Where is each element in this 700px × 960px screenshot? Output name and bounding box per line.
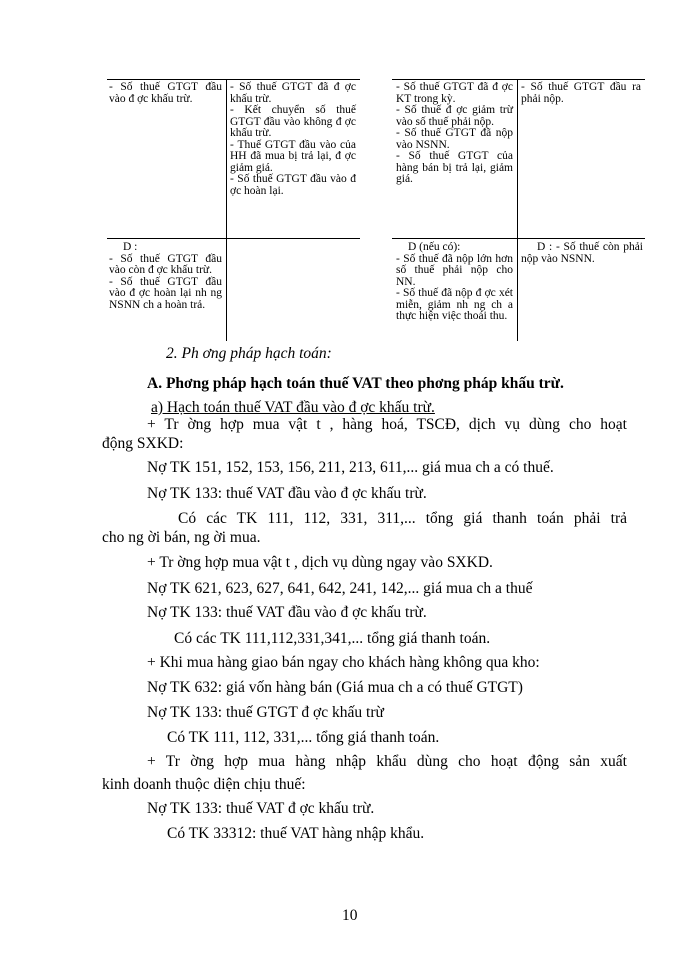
text-line: Có các TK 111,112,331,341,... tổng giá thanh toán. [174,630,491,647]
left-credit-line: - Số thuế GTGT đã đ ợc khấu trừ. [230,81,356,105]
text-line: kinh doanh thuộc diện chịu thuế: [102,776,306,793]
left-credit-line: - Kết chuyển số thuế GTGT đầu vào không đ ợc khấu trừ. [230,104,356,139]
left-balance-line: - Số thuế GTGT đầu vào đ ợc hoàn lại nh ng NSNN ch a hoàn trả. [109,275,222,311]
text-line: Nợ TK 151, 152, 153, 156, 211, 213, 611,... giá mua ch a có thuế. [147,459,554,476]
left-credit-line: - Thuế GTGT đầu vào của HH đã mua bị trả lại, đ ợc giảm giá. [230,138,356,174]
right-table-divider [517,79,518,341]
text-line: Nợ TK 621, 623, 627, 641, 642, 241, 142,... giá mua ch a thuế [147,580,533,597]
left-table-debit-cell [109,82,222,105]
right-balance-line: - Số thuế đã nộp đ ợc xét miễn, giảm nh ng ch a thực hiện việc thoái thu. [396,287,513,322]
left-table-top-rule [107,79,360,80]
left-debit-line: - Số thuế GTGT đầu vào đ ợc khấu trừ. [109,81,222,105]
text-line: + Tr ờng hợp mua hàng nhập khẩu dùng cho hoạt động sản xuất [147,753,627,770]
right-debit-line: - Số thuế đ ợc giảm trừ vào số thuế phải nộp. [396,104,513,128]
text-line: + Tr ờng hợp mua vật t , hàng hoá, TSCĐ, dịch vụ dùng cho hoạt [147,416,627,433]
left-table-balance-cell [109,242,222,311]
text-line: cho ng ời bán, ng ời mua. [102,529,261,546]
left-table-middle-rule [107,238,360,239]
right-credit-balance-text: - Số thuế còn phải nộp vào NSNN. [521,241,643,265]
section-heading: 2. Ph ơng pháp hạch toán: [166,345,332,362]
right-debit-line: - Số thuế GTGT của hàng bán bị trả lại, giảm giá. [396,150,513,185]
text-line: + Khi mua hàng giao bán ngay cho khách hàng không qua kho: [147,654,540,671]
left-credit-line: - Số thuế GTGT đầu vào đ ợc hoàn lại. [230,173,356,197]
text-line: Có TK 111, 112, 331,... tổng giá thanh toán. [167,729,440,746]
right-table-middle-rule [392,238,645,239]
left-balance-label: D : [123,241,138,253]
right-table-credit-cell [521,82,641,105]
right-credit-line: - Số thuế GTGT đầu ra phải nộp. [521,81,641,105]
left-balance-line: - Số thuế GTGT đầu vào còn đ ợc khấu trừ. [109,252,222,276]
right-table-top-rule [392,79,645,80]
right-credit-balance-label: D : [537,241,553,253]
right-table-balance-credit-cell [521,242,643,265]
text-line: Nợ TK 133: thuế GTGT đ ợc khấu trừ [147,704,384,721]
text-line: Nợ TK 133: thuế VAT đ ợc khấu trừ. [147,800,375,817]
text-line: Nợ TK 632: giá vốn hàng bán (Giá mua ch a có thuế GTGT) [147,679,523,696]
page-number: 10 [342,907,358,924]
item-a-text: a) Hạch toán thuế VAT đầu vào đ ợc khấu trừ. [151,399,435,416]
right-balance-line: - Số thuế đã nộp lớn hơn số thuế phải nộp cho NN. [396,252,513,288]
text-line: động SXKD: [102,435,184,452]
text-line: Nợ TK 133: thuế VAT đầu vào đ ợc khấu trừ. [147,485,427,502]
left-table-credit-cell [230,82,356,197]
text-line: Nợ TK 133: thuế VAT đầu vào đ ợc khấu trừ. [147,604,427,621]
right-balance-label: D (nếu có): [408,241,461,253]
text-line: + Tr ờng hợp mua vật t , dịch vụ dùng ngay vào SXKD. [147,554,493,571]
left-table-divider [226,79,227,341]
subsection-a-title: A. Phơng pháp hạch toán thuế VAT theo phơng pháp khấu trừ. [147,375,564,392]
right-table-balance-debit-cell [396,242,513,323]
right-table-debit-cell [396,82,513,186]
right-debit-line: - Số thuế GTGT đã đ ợc KT trong kỳ. [396,81,513,105]
text-line: Có TK 33312: thuế VAT hàng nhập khẩu. [167,825,425,842]
text-line: Có các TK 111, 112, 331, 311,... tổng giá thanh toán phải trả [178,510,627,527]
right-debit-line: - Số thuế GTGT đã nộp vào NSNN. [396,127,513,151]
